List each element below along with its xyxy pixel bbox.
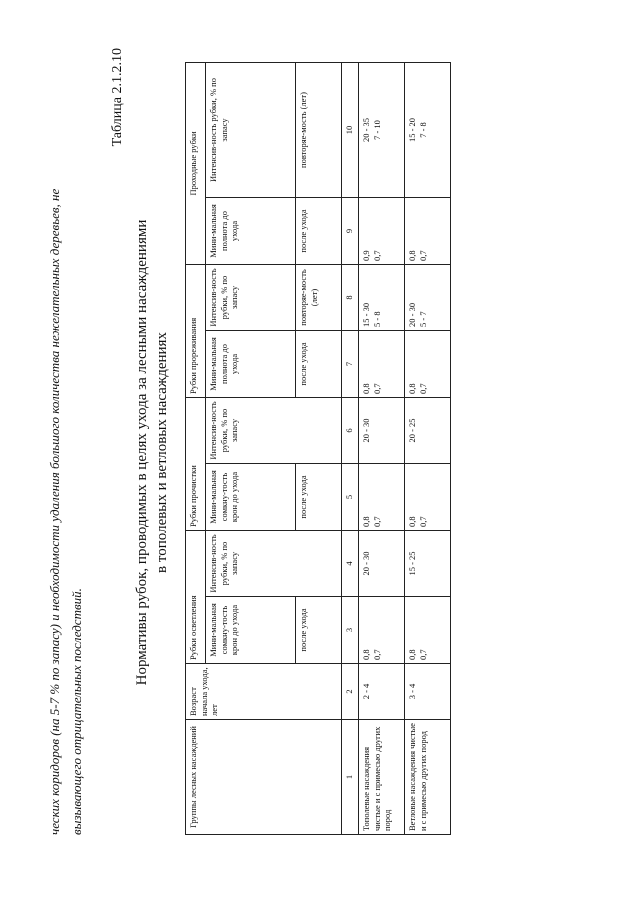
header-prohod-repeat: повторяе-мость (лет) (296, 62, 342, 197)
column-numbers-row (342, 62, 359, 834)
row-proch-min: 0,8 0,7 (405, 464, 451, 531)
intro-paragraph (44, 65, 88, 835)
header-proch-after: после ухода (296, 464, 342, 531)
header-prohod: Проходные рубки (186, 62, 206, 264)
table-number: Таблица 2.1.2.10 (110, 48, 125, 147)
intro-line-2: вызывающего отрицательных последствий. (69, 588, 84, 835)
column-number: 10 (342, 62, 359, 197)
row-osvet-min: 0,8 0,7 (359, 597, 405, 664)
row-proch-intens: 20 - 30 (359, 398, 405, 464)
row-osvet-min: 0,8 0,7 (405, 597, 451, 664)
header-prochist: Рубки прочистки (186, 398, 206, 531)
column-number: 2 (342, 664, 359, 720)
table-row (359, 62, 405, 834)
column-number: 1 (342, 720, 359, 835)
column-number: 3 (342, 597, 359, 664)
header-osvet-min: Мини-мальная сомкну-тость крон до ухода (206, 597, 296, 664)
row-prorezh-intens: 20 - 30 5 - 7 (405, 264, 451, 330)
row-prorezh-min: 0,8 0,7 (405, 331, 451, 398)
header-prohod-after: после ухода (296, 197, 342, 264)
row-osvet-intens: 20 - 30 (359, 531, 405, 597)
header-group: Группы лесных насаждений (186, 720, 342, 835)
row-prorezh-intens: 15 - 30 5 - 8 (359, 264, 405, 330)
column-number: 9 (342, 197, 359, 264)
header-osvet-after: после ухода (296, 597, 342, 664)
header-prorezh: Рубки прореживания (186, 264, 206, 397)
row-prohod-min: 0,9 0,7 (359, 197, 405, 264)
row-age: 2 - 4 (359, 664, 405, 720)
column-number: 4 (342, 531, 359, 597)
norms-table (185, 62, 451, 835)
row-prorezh-min: 0,8 0,7 (359, 331, 405, 398)
table-title-line-1: Нормативы рубок, проводимых в целях ухода за лесными насаждениями (134, 219, 150, 686)
header-proch-min: Мини-мальная сомкну-тость крон до ухода (206, 464, 296, 531)
header-proch-intens: Интенсив-ность рубки, % по запасу (206, 398, 342, 464)
column-number: 6 (342, 398, 359, 464)
row-age: 3 - 4 (405, 664, 451, 720)
header-prorezh-after: после ухода (296, 331, 342, 398)
table-title (132, 0, 172, 905)
row-prohod-intens: 15 - 20 7 - 8 (405, 62, 451, 197)
row-group: Ветловые насаждения чистые и с примесью других пород (405, 720, 451, 835)
intro-line-1: ческих коридоров (на 5-7 % по запасу) и необходимости удаления большого количества нежелательных деревьев, не (47, 188, 62, 835)
header-prohod-intens: Интенсив-ность рубки, % по запасу (206, 62, 296, 197)
header-age: Возраст начала ухода, лет (186, 664, 342, 720)
header-osvet: Рубки осветления (186, 531, 206, 664)
header-prohod-min: Мини-мальная полнота до ухода (206, 197, 296, 264)
row-proch-intens: 20 - 25 (405, 398, 451, 464)
table-title-line-2: в тополевых и ветловых насаждениях (154, 332, 170, 573)
row-osvet-intens: 15 - 25 (405, 531, 451, 597)
header-osvet-intens: Интенсив-ность рубки, % по запасу (206, 531, 342, 597)
column-number: 5 (342, 464, 359, 531)
header-prorezh-intens: Интенсив-ность рубки, % по запасу (206, 264, 296, 330)
table-row (405, 62, 451, 834)
row-prohod-intens: 20 - 35 7 - 10 (359, 62, 405, 197)
column-number: 8 (342, 264, 359, 330)
column-number: 7 (342, 331, 359, 398)
row-proch-min: 0,8 0,7 (359, 464, 405, 531)
header-prorezh-repeat: повторяе-мость (лет) (296, 264, 342, 330)
row-prohod-min: 0,8 0,7 (405, 197, 451, 264)
row-group: Тополевые насаждения чистые и с примесью других пород (359, 720, 405, 835)
header-prorezh-min: Мини-мальная полнота до ухода (206, 331, 296, 398)
